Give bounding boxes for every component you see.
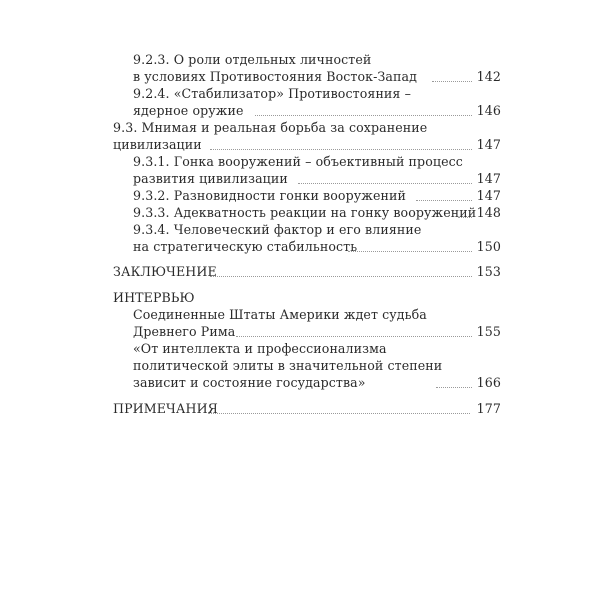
toc-entry-title-line: ЗАКЛЮЧЕНИЕ (113, 264, 217, 279)
toc-entry-title-line: «От интеллекта и профессионализма (133, 341, 387, 356)
toc-entry-title-line: на стратегическую стабильность (133, 239, 358, 254)
toc-entry-title-line: 9.3.3. Адекватность реакции на гонку вооружений (133, 205, 477, 220)
toc-entry-title-line: 9.3.2. Разновидности гонки вооружений (133, 188, 406, 203)
toc-page-number: 147 (476, 137, 501, 152)
toc-page-number: 166 (476, 375, 501, 390)
toc-entry-title-line: Соединенные Штаты Америки ждет судьба (133, 307, 427, 322)
toc-entry-title-line: 9.2.4. «Стабилизатор» Противостояния – (133, 86, 411, 101)
dot-leader (416, 188, 472, 204)
toc-entry-title-line: 9.3.1. Гонка вооружений – объективный процесс (133, 154, 463, 169)
dot-leader (236, 324, 472, 340)
toc-entry-title-line: 9.2.3. О роли отдельных личностей (133, 52, 372, 67)
toc-entry-title-line: политической элиты в значительной степени (133, 358, 443, 373)
dot-leader (298, 171, 472, 187)
dot-leader (210, 137, 472, 153)
toc-entry-title-line: Древнего Рима (133, 324, 236, 339)
dot-leader (436, 375, 472, 391)
toc-page-number: 150 (476, 239, 501, 254)
toc-page-number: 142 (476, 69, 501, 84)
toc-entry-title-line: развития цивилизации (133, 171, 288, 186)
toc-page-number: 146 (476, 103, 501, 118)
toc-page-number: 148 (476, 205, 501, 220)
toc-page-number: 147 (476, 188, 501, 203)
dot-leader (210, 264, 472, 280)
toc-entry-title-line: цивилизации (113, 137, 202, 152)
toc-page-number: 155 (476, 324, 501, 339)
toc-page-number: 153 (476, 264, 501, 279)
dot-leader (208, 401, 470, 417)
toc-entry-title-line: 9.3. Мнимая и реальная борьба за сохранение (113, 120, 428, 135)
dot-leader (432, 69, 472, 85)
dot-leader (255, 103, 472, 119)
dot-leader (458, 205, 472, 221)
toc-page-number: 147 (476, 171, 501, 186)
section-heading: ИНТЕРВЬЮ (113, 290, 195, 305)
toc-entry-title-line: ПРИМЕЧАНИЯ (113, 401, 218, 416)
toc-entry-title-line: зависит и состояние государства» (133, 375, 366, 390)
toc-page-number: 177 (476, 401, 501, 416)
toc-entry-title-line: 9.3.4. Человеческий фактор и его влияние (133, 222, 422, 237)
toc-entry-title-line: ядерное оружие (133, 103, 244, 118)
dot-leader (348, 239, 472, 255)
toc-entry-title-line: в условиях Противостояния Восток-Запад (133, 69, 417, 84)
